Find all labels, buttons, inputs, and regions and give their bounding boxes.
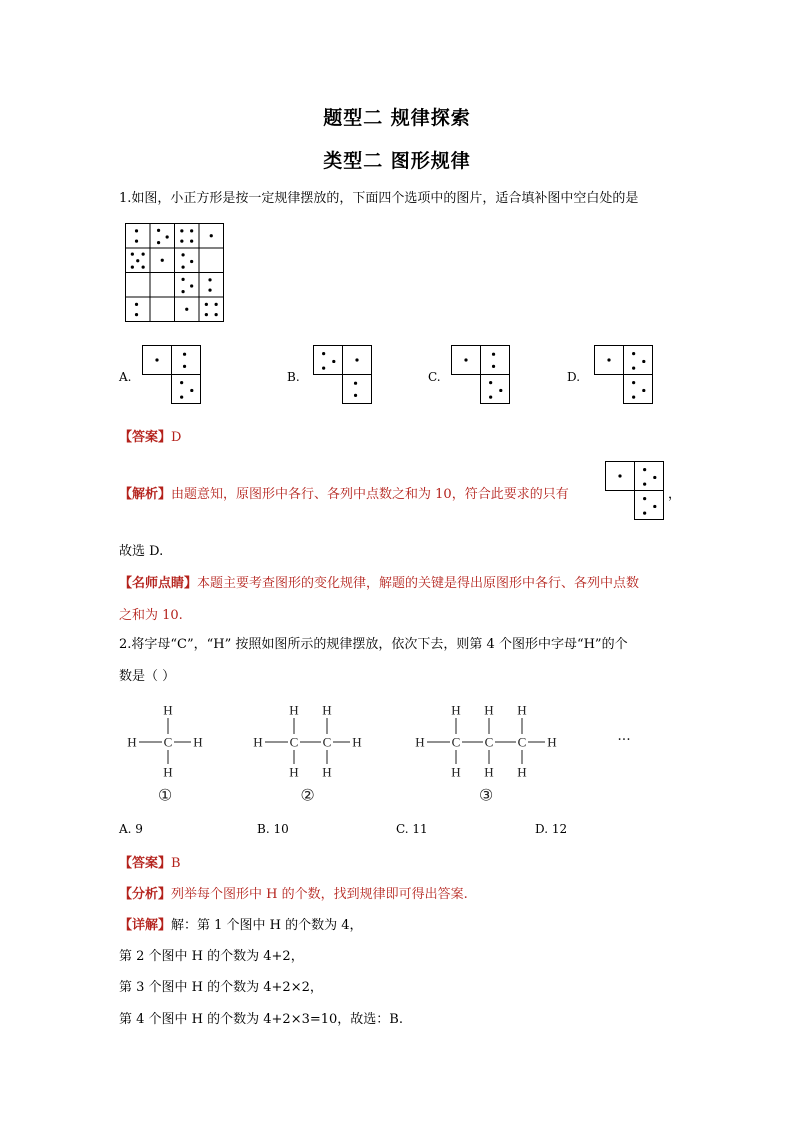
top-right-cell <box>481 346 510 375</box>
option-a-label: A. <box>119 370 132 384</box>
dot <box>142 253 145 256</box>
atom-h: H <box>352 734 362 750</box>
grid-cell <box>126 273 151 298</box>
analysis-figure <box>605 461 665 521</box>
question-1-text: 1.如图，小正方形是按一定规律摆放的，下面四个选项中的图片，适合填补图中空白处的是 <box>119 191 639 206</box>
answer-1 <box>119 426 181 445</box>
bottom-right-cell <box>624 375 653 404</box>
dot <box>618 474 621 477</box>
dot <box>135 303 138 306</box>
dot <box>215 313 218 316</box>
dot <box>643 468 646 471</box>
dot <box>166 235 169 238</box>
analysis-1 <box>119 483 569 502</box>
atom-h: H <box>193 734 203 750</box>
grid-cell <box>126 224 151 249</box>
dot <box>489 381 492 384</box>
dot <box>354 394 357 397</box>
detail-line-1: 解：第 1 个图中 H 的个数为 4， <box>171 918 363 933</box>
atom-c: C <box>484 734 494 750</box>
analysis-tag: 【解析】 <box>119 487 172 502</box>
dot <box>208 278 211 281</box>
grid-cell <box>150 224 175 249</box>
dot <box>136 259 139 262</box>
dot <box>180 229 183 232</box>
dot <box>157 241 160 244</box>
q2-option-b: B. 10 <box>257 822 289 836</box>
dot <box>322 367 325 370</box>
option-d-figure <box>594 345 654 405</box>
dot <box>208 289 211 292</box>
top-left-cell <box>452 346 481 375</box>
atom-h: H <box>415 734 425 750</box>
answer-2 <box>119 852 181 871</box>
atom-h: H <box>253 734 263 750</box>
dot <box>492 353 495 356</box>
grid-cell <box>199 224 224 249</box>
dot <box>180 396 183 399</box>
analysis-comma: ， <box>668 487 682 502</box>
dot <box>632 367 635 370</box>
dot <box>355 358 358 361</box>
dot <box>185 308 188 311</box>
bottom-right-cell <box>172 375 201 404</box>
dot <box>632 352 635 355</box>
dot <box>492 365 495 368</box>
detail-line-3: 第 3 个图中 H 的个数为 4+2×2， <box>119 980 323 995</box>
q2-option-a: A. 9 <box>119 822 143 836</box>
dot <box>180 381 183 384</box>
top-right-cell <box>635 462 664 491</box>
atom-c: C <box>322 734 332 750</box>
dot <box>354 382 357 385</box>
atom-h: H <box>451 764 461 780</box>
bottom-right-cell <box>343 375 372 404</box>
atom-h: H <box>322 702 332 718</box>
dot <box>181 266 184 269</box>
dot <box>190 260 193 263</box>
teacher-line-2: 之和为 10. <box>119 608 183 623</box>
dot <box>135 313 138 316</box>
dot <box>205 313 208 316</box>
dot <box>653 476 656 479</box>
question-2-line-2: 数是（ ） <box>119 669 176 684</box>
teacher-tag: 【名师点睛】 <box>119 576 198 591</box>
dot <box>155 358 158 361</box>
dot <box>190 389 193 392</box>
dot <box>135 229 138 232</box>
dot <box>643 483 646 486</box>
teacher-line-1: 本题主要考查图形的变化规律，解题的关键是得出原图形中各行、各列中点数 <box>197 576 640 591</box>
dot <box>332 360 335 363</box>
dot <box>499 389 502 392</box>
dot <box>464 358 467 361</box>
atom-c: C <box>451 734 461 750</box>
dot <box>142 266 145 269</box>
option-b-figure <box>313 345 373 405</box>
grid-cell <box>175 273 200 298</box>
option-a-figure <box>142 345 202 405</box>
question-2-line-1: 2.将字母“C”，“H” 按照如图所示的规律摆放，依次下去，则第 4 个图形中字母“H”的个 <box>119 637 628 652</box>
molecule-figure <box>110 690 670 810</box>
atom-c: C <box>517 734 527 750</box>
dot <box>322 352 325 355</box>
dot <box>181 253 184 256</box>
dot <box>131 266 134 269</box>
option-b-label: B. <box>287 370 300 384</box>
grid-cell <box>126 248 151 273</box>
page-title: 题型二 规律探索 <box>323 107 471 129</box>
atom-h: H <box>517 702 527 718</box>
dot <box>643 497 646 500</box>
dot <box>181 290 184 293</box>
atom-h: H <box>517 764 527 780</box>
analysis-tag: 【分析】 <box>119 887 172 902</box>
option-d-label: D. <box>567 370 581 384</box>
grid-cell <box>126 297 151 322</box>
top-left-cell <box>595 346 624 375</box>
dot <box>632 381 635 384</box>
figure-label: ② <box>300 785 315 805</box>
dot <box>653 505 656 508</box>
grid-cell <box>175 297 200 322</box>
atom-h: H <box>547 734 557 750</box>
dot <box>210 234 213 237</box>
atom-h: H <box>451 702 461 718</box>
atom-h: H <box>289 702 299 718</box>
dot <box>190 240 193 243</box>
atom-h: H <box>322 764 332 780</box>
answer-tag: 【答案】 <box>119 856 172 871</box>
q2-option-d: D. 12 <box>535 822 568 836</box>
atom-h: H <box>163 702 173 718</box>
atom-h: H <box>484 702 494 718</box>
analysis-2 <box>119 883 468 902</box>
analysis-text: 列举每个图形中 H 的个数，找到规律即可得出答案. <box>171 887 468 902</box>
figure-label: ③ <box>478 785 494 805</box>
atom-c: C <box>163 734 173 750</box>
dot <box>190 229 193 232</box>
atom-h: H <box>127 734 137 750</box>
option-c-figure <box>451 345 511 405</box>
dot <box>135 240 138 243</box>
answer-value: B <box>171 856 181 871</box>
answer-tag: 【答案】 <box>119 430 172 445</box>
grid-cell <box>150 297 175 322</box>
grid-cell <box>150 248 175 273</box>
grid-cell <box>199 297 224 322</box>
dot <box>642 389 645 392</box>
top-left-cell <box>606 462 635 491</box>
ellipsis: ··· <box>617 732 631 748</box>
atom-h: H <box>163 764 173 780</box>
top-left-cell <box>314 346 343 375</box>
top-left-cell <box>143 346 172 375</box>
grid-cell <box>199 248 224 273</box>
dot <box>205 303 208 306</box>
q2-option-c: C. 11 <box>396 822 428 836</box>
dot <box>157 229 160 232</box>
top-right-cell <box>172 346 201 375</box>
dot <box>131 253 134 256</box>
dot <box>183 365 186 368</box>
detail-2 <box>119 914 363 933</box>
dot <box>183 353 186 356</box>
dot <box>489 396 492 399</box>
atom-h: H <box>289 764 299 780</box>
analysis-text: 由题意知，原图形中各行、各列中点数之和为 10，符合此要求的只有 <box>171 487 569 502</box>
atom-h: H <box>484 764 494 780</box>
top-right-cell <box>343 346 372 375</box>
conclusion-1: 故选 D. <box>119 544 164 559</box>
atom-c: C <box>289 734 299 750</box>
dot <box>215 303 218 306</box>
dot <box>632 396 635 399</box>
dot <box>190 284 193 287</box>
detail-line-2: 第 2 个图中 H 的个数为 4+2， <box>119 949 304 964</box>
section-subtitle: 类型二 图形规律 <box>323 150 471 172</box>
bottom-right-cell <box>481 375 510 404</box>
grid-cell <box>175 248 200 273</box>
grid-cell <box>199 273 224 298</box>
top-right-cell <box>624 346 653 375</box>
detail-line-4: 第 4 个图中 H 的个数为 4+2×3=10，故选：B. <box>119 1012 403 1027</box>
teacher-note-1 <box>119 572 639 591</box>
dot <box>607 358 610 361</box>
dot <box>642 360 645 363</box>
dot <box>643 512 646 515</box>
grid-cell <box>175 224 200 249</box>
dot <box>181 278 184 281</box>
dot-grid-figure <box>125 223 225 323</box>
figure-label: ① <box>157 785 173 805</box>
answer-value: D <box>171 430 182 445</box>
grid-cell <box>150 273 175 298</box>
detail-tag: 【详解】 <box>119 918 172 933</box>
dot <box>180 240 183 243</box>
option-c-label: C. <box>428 370 441 384</box>
bottom-right-cell <box>635 491 664 520</box>
dot <box>161 259 164 262</box>
